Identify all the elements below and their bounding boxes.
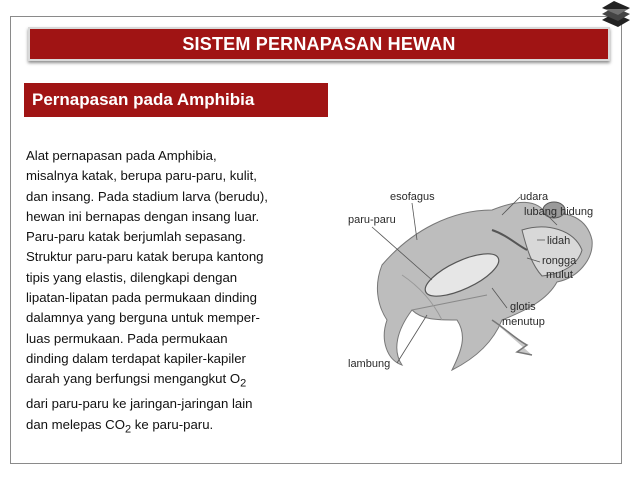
text-line: lipatan-lipatan pada permukaan dinding: [26, 290, 257, 306]
slide-title: SISTEM PERNAPASAN HEWAN: [182, 33, 456, 54]
label-lambung: lambung: [348, 358, 391, 370]
text-line: dan insang. Pada stadium larva (berudu),: [26, 188, 268, 204]
text-line: Struktur paru-paru katak berupa kantong: [26, 249, 264, 265]
frog-respiratory-diagram: [342, 170, 622, 385]
text-line: hewan ini bernapas dengan insang luar.: [26, 208, 260, 224]
text-line: Alat pernapasan pada Amphibia,: [26, 148, 217, 163]
text-line: luas permukaan. Pada permukaan: [26, 330, 228, 346]
stacked-books-logo-icon: [598, 0, 632, 28]
text-line: dinding dalam terdapat kapiler-kapiler: [26, 350, 246, 366]
label-rongga: rongga: [542, 255, 577, 267]
text-line: dalamnya yang berguna untuk memper-: [26, 310, 260, 326]
slide-title-bar: [28, 27, 610, 61]
label-esofagus: esofagus: [390, 191, 435, 203]
label-udara: udara: [520, 191, 549, 203]
label-menutup: menutup: [502, 316, 545, 328]
label-glotis: glotis: [510, 301, 536, 313]
section-heading-bar: [24, 83, 328, 117]
section-heading: Pernapasan pada Amphibia: [32, 90, 255, 109]
text-line-o2: darah yang berfungsi mengangkut $O_2$: [26, 371, 247, 390]
text-line: tipis yang elastis, dilengkapi dengan: [26, 269, 238, 285]
label-mulut: mulut: [546, 269, 573, 281]
frog-illustration: [377, 202, 592, 370]
label-paru-paru: paru-paru: [348, 214, 396, 226]
text-line: dari paru-paru ke jaringan-jaringan lain: [26, 396, 253, 412]
text-line: Paru-paru katak berjumlah sepasang.: [26, 229, 246, 245]
text-line: misalnya katak, berupa paru-paru, kulit,: [26, 168, 257, 184]
label-lidah: lidah: [547, 235, 571, 247]
label-lubang-hidung: lubang hidung: [524, 206, 594, 218]
text-line-co2: dan melepas $CO_2$ ke paru-paru.: [26, 416, 214, 436]
body-paragraph: [26, 146, 326, 439]
